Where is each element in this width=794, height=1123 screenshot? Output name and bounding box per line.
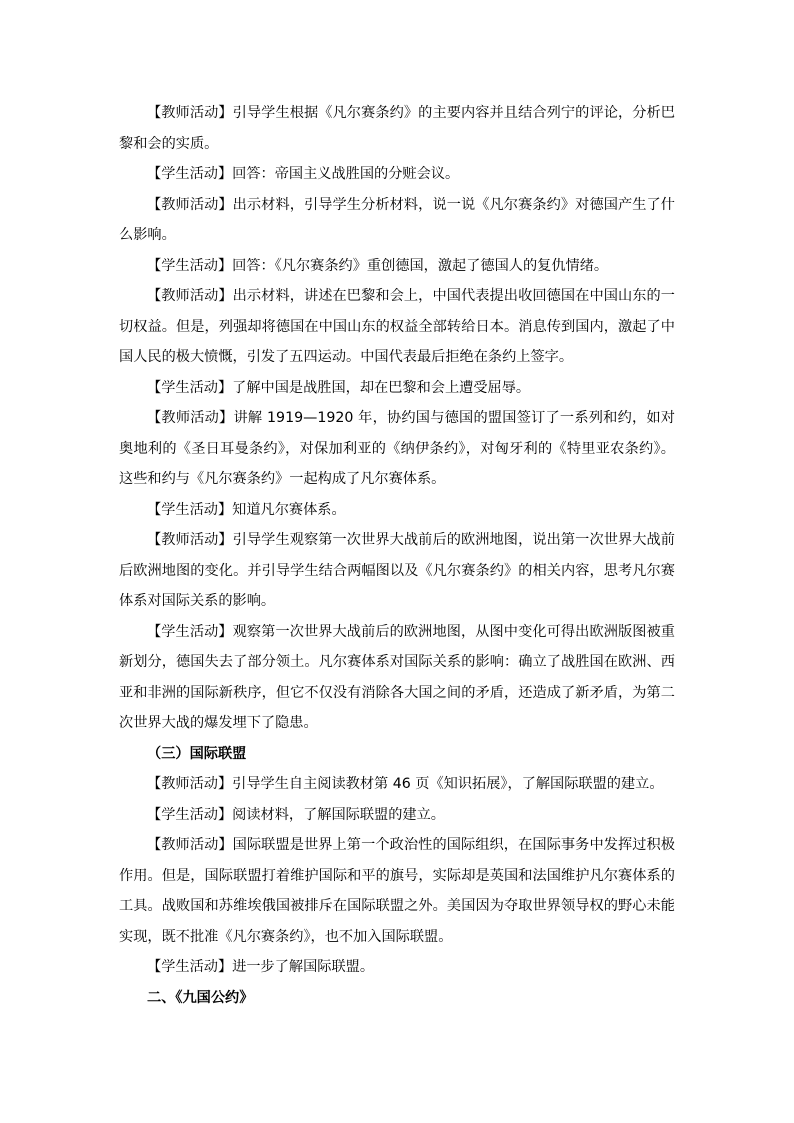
paragraph-teacher-activity: 【教师活动】讲解 1919—1920 年，协约国与德国的盟国签订了一系列和约，如对奥地利的《圣日耳曼条约》，对保加利亚的《纳伊条约》，对匈牙利的《特里亚农条约》。这些和约与《凡尔赛条约》一起构成了凡尔赛体系。 (119, 410, 675, 487)
paragraph-teacher-activity: 【教师活动】国际联盟是世界上第一个政治性的国际组织，在国际事务中发挥过积极作用。但是，国际联盟打着维护国际和平的旗号，实际却是英国和法国维护凡尔赛体系的工具。战败国和苏维埃俄国被排斥在国际联盟之外。美国因为夺取世界领导权的野心未能实现，既不批准《凡尔赛条约》，也不加入国际联盟。 (119, 837, 675, 945)
section-heading: 二、《九国公约》 (147, 989, 254, 1006)
paragraph-teacher-activity: 【教师活动】引导学生根据《凡尔赛条约》的主要内容并且结合列宁的评论，分析巴黎和会的实质。 (119, 105, 675, 152)
paragraph-student-activity: 【学生活动】回答：《凡尔赛条约》重创德国，激起了德国人的复仇情绪。 (147, 257, 609, 274)
paragraph-student-activity: 【学生活动】知道凡尔赛体系。 (147, 501, 346, 518)
paragraph-student-activity: 【学生活动】观察第一次世界大战前后的欧洲地图，从图中变化可得出欧洲版图被重新划分，德国失去了部分领土。凡尔赛体系对国际关系的影响：确立了战胜国在欧洲、西亚和非洲的国际新秩序，但它不仅没有消除各大国之间的矛盾，还造成了新矛盾，为第二次世界大战的爆发埋下了隐患。 (119, 623, 675, 731)
paragraph-teacher-activity: 【教师活动】出示材料，引导学生分析材料，说一说《凡尔赛条约》对德国产生了什么影响。 (119, 196, 675, 243)
section-heading: （三）国际联盟 (147, 745, 247, 762)
paragraph-student-activity: 【学生活动】了解中国是战胜国，却在巴黎和会上遭受屈辱。 (147, 379, 531, 396)
paragraph-teacher-activity: 【教师活动】出示材料，讲述在巴黎和会上，中国代表提出收回德国在中国山东的一切权益。但是，列强却将德国在中国山东的权益全部转给日本。消息传到国内，激起了中国人民的极大愤慨，引发了五四运动。中国代表最后拒绝在条约上签字。 (119, 288, 675, 365)
paragraph-teacher-activity: 【教师活动】引导学生自主阅读教材第 46 页《知识拓展》，了解国际联盟的建立。 (147, 776, 664, 792)
paragraph-student-activity: 【学生活动】回答：帝国主义战胜国的分赃会议。 (147, 166, 460, 182)
paragraph-teacher-activity: 【教师活动】引导学生观察第一次世界大战前后的欧洲地图，说出第一次世界大战前后欧洲地图的变化。并引导学生结合两幅图以及《凡尔赛条约》的相关内容，思考凡尔赛体系对国际关系的影响。 (119, 532, 675, 609)
document-page (119, 98, 675, 1013)
paragraph-student-activity: 【学生活动】阅读材料，了解国际联盟的建立。 (147, 806, 445, 823)
paragraph-student-activity: 【学生活动】进一步了解国际联盟。 (147, 959, 375, 975)
